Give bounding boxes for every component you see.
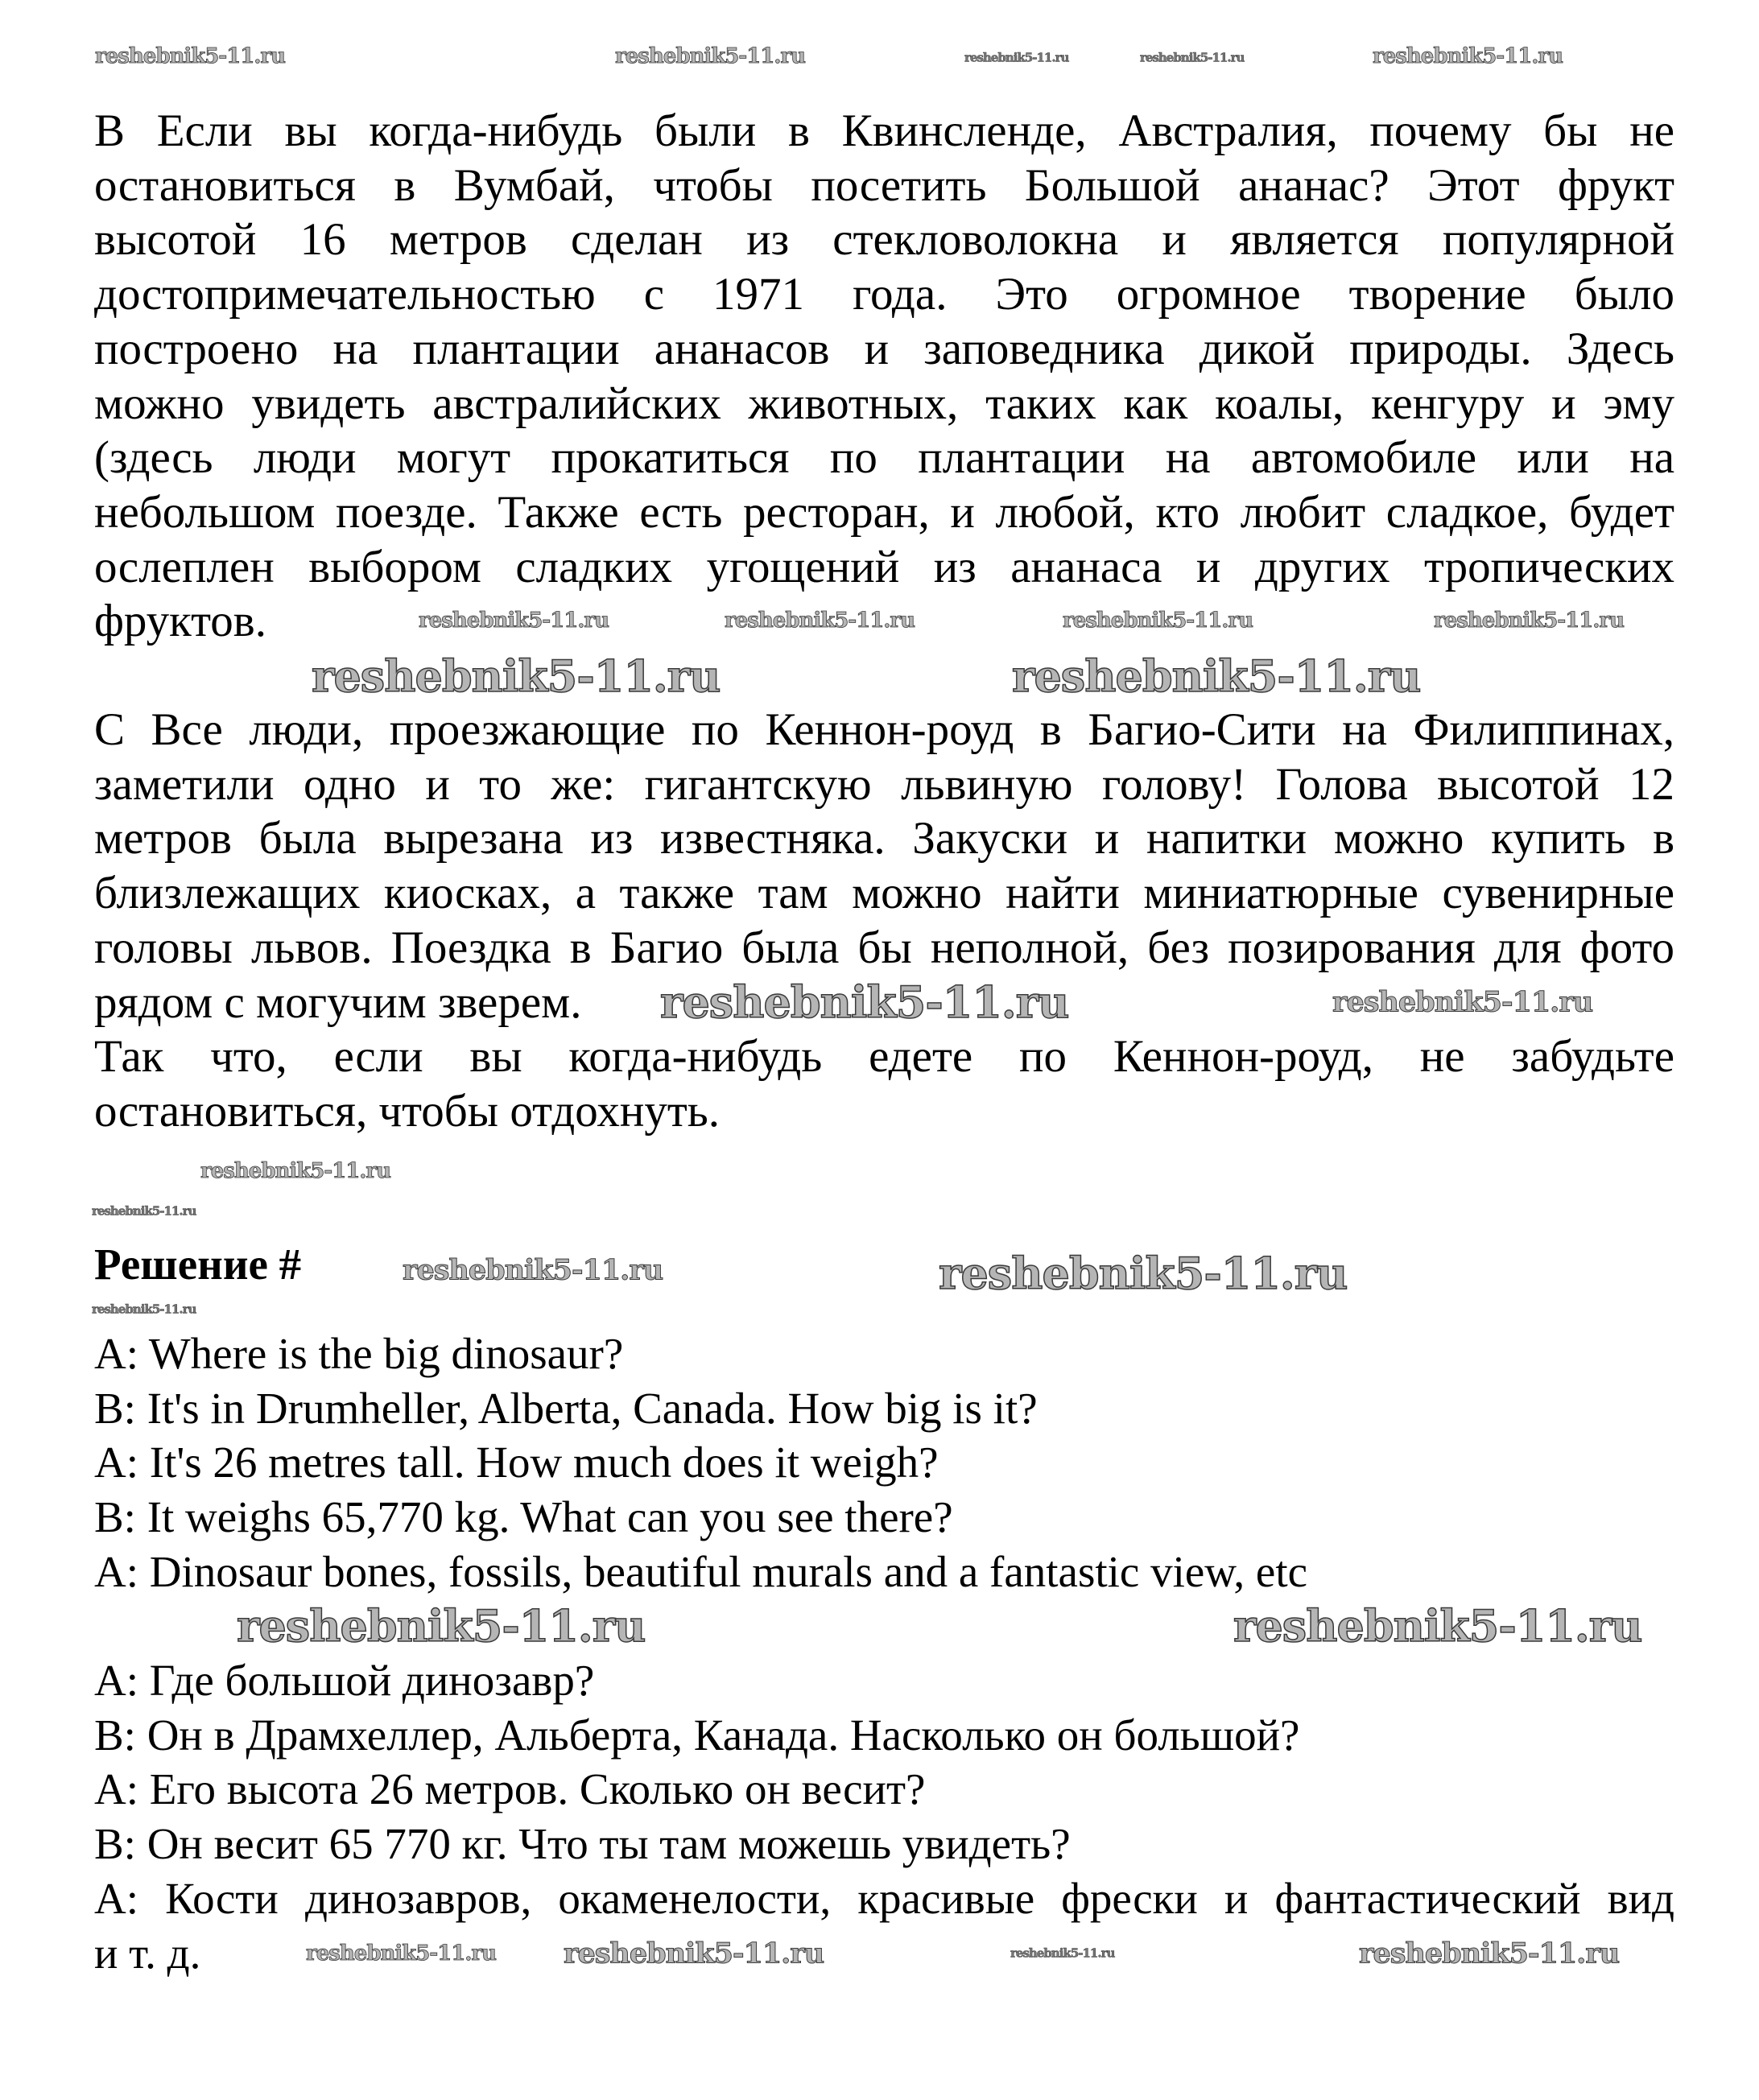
watermark: reshebnik5-11.ru bbox=[1012, 650, 1421, 702]
solution-heading: Решение # bbox=[94, 1240, 302, 1289]
watermark: reshebnik5-11.ru bbox=[92, 1302, 196, 1317]
dialogue-line: A: Where is the big dinosaur? bbox=[94, 1329, 624, 1378]
text-line: Так что, если вы когда-нибудь едете по Кеннон-роуд, не забудьте bbox=[94, 1031, 1674, 1083]
dialogue-line: А: Где большой динозавр? bbox=[94, 1656, 595, 1705]
watermark: reshebnik5-11.ru bbox=[312, 650, 721, 702]
watermark: reshebnik5-11.ru bbox=[1434, 609, 1625, 633]
dialogue-line: A: Dinosaur bones, fossils, beautiful murals and a fantastic view, etc bbox=[94, 1546, 1308, 1596]
watermark: reshebnik5-11.ru bbox=[403, 1253, 663, 1287]
dialogue-english bbox=[94, 1326, 1307, 1599]
text-line: достопримечательностью с 1971 года. Это огромное творение было bbox=[94, 269, 1674, 320]
text-line: небольшом поезде. Также есть ресторан, и любой, кто любит сладкое, будет bbox=[94, 486, 1674, 538]
dialogue-russian bbox=[94, 1653, 1674, 1980]
watermark: reshebnik5-11.ru bbox=[1063, 609, 1253, 633]
dialogue-line: B: It's in Drumheller, Alberta, Canada. How big is it? bbox=[94, 1383, 1038, 1433]
dialogue-line: и т. д. bbox=[94, 1928, 201, 1978]
watermark: reshebnik5-11.ru bbox=[964, 50, 1069, 65]
text-line: фруктов. bbox=[94, 596, 266, 647]
watermark: reshebnik5-11.ru bbox=[1140, 50, 1245, 65]
watermark: reshebnik5-11.ru bbox=[725, 609, 915, 633]
dialogue-line: В: Он весит 65 770 кг. Что ты там можешь увидеть? bbox=[94, 1819, 1071, 1869]
text-line: высотой 16 метров сделан из стекловолокна и является популярной bbox=[94, 214, 1674, 266]
text-line: остановиться в Вумбай, чтобы посетить Большой ананас? Этот фрукт bbox=[94, 159, 1674, 211]
text-line: В Если вы когда-нибудь были в Квинсленде, Австралия, почему бы не bbox=[94, 105, 1674, 156]
watermark: reshebnik5-11.ru bbox=[660, 976, 1069, 1028]
text-line: ослеплен выбором сладких угощений из ананаса и других тропических bbox=[94, 541, 1674, 592]
watermark: reshebnik5-11.ru bbox=[615, 44, 806, 68]
text-line: можно увидеть австралийских животных, таких как коалы, кенгуру и эму bbox=[94, 378, 1674, 429]
dialogue-line: B: It weighs 65,770 kg. What can you see there? bbox=[94, 1492, 953, 1542]
paragraph-b bbox=[94, 104, 1674, 649]
watermark: reshebnik5-11.ru bbox=[419, 609, 609, 633]
watermark: reshebnik5-11.ru bbox=[1373, 44, 1563, 68]
text-line: рядом с могучим зверем. bbox=[94, 976, 582, 1028]
text-line: С Все люди, проезжающие по Кеннон-роуд в Багио-Сити на Филиппинах, bbox=[94, 704, 1674, 755]
text-line: заметили одно и то же: гигантскую львиную голову! Голова высотой 12 bbox=[94, 758, 1674, 810]
dialogue-line: А: Его высота 26 метров. Сколько он весит? bbox=[94, 1764, 926, 1814]
text-line: головы львов. Поездка в Багио была бы неполной, без позирования для фото bbox=[94, 922, 1674, 973]
text-line: построено на плантации ананасов и заповедника дикой природы. Здесь bbox=[94, 323, 1674, 374]
watermark: reshebnik5-11.ru bbox=[1332, 985, 1593, 1019]
watermark: reshebnik5-11.ru bbox=[200, 1159, 391, 1183]
text-line: близлежащих киосках, а также там можно найти миниатюрные сувенирные bbox=[94, 868, 1674, 919]
watermark: reshebnik5-11.ru bbox=[564, 1937, 824, 1970]
watermark: reshebnik5-11.ru bbox=[306, 1941, 497, 1966]
watermark: reshebnik5-11.ru bbox=[95, 44, 286, 68]
paragraph-c bbox=[94, 703, 1674, 1139]
watermark: reshebnik5-11.ru bbox=[92, 1203, 196, 1219]
dialogue-line: В: Он в Драмхеллер, Альберта, Канада. Насколько он большой? bbox=[94, 1710, 1300, 1760]
text-line: метров была вырезана из известняка. Закуски и напитки можно купить в bbox=[94, 813, 1674, 864]
watermark: reshebnik5-11.ru bbox=[1010, 1945, 1115, 1961]
watermark: reshebnik5-11.ru bbox=[237, 1600, 646, 1652]
text-line: остановиться, чтобы отдохнуть. bbox=[94, 1085, 720, 1137]
dialogue-line: A: It's 26 metres tall. How much does it weigh? bbox=[94, 1438, 939, 1487]
watermark: reshebnik5-11.ru bbox=[1233, 1600, 1642, 1652]
dialogue-line: А: Кости динозавров, окаменелости, красивые фрески и фантастический вид bbox=[94, 1873, 1674, 1923]
watermark: reshebnik5-11.ru bbox=[939, 1248, 1348, 1299]
text-line: (здесь люди могут прокатиться по плантации на автомобиле или на bbox=[94, 432, 1674, 484]
watermark: reshebnik5-11.ru bbox=[1359, 1937, 1620, 1970]
